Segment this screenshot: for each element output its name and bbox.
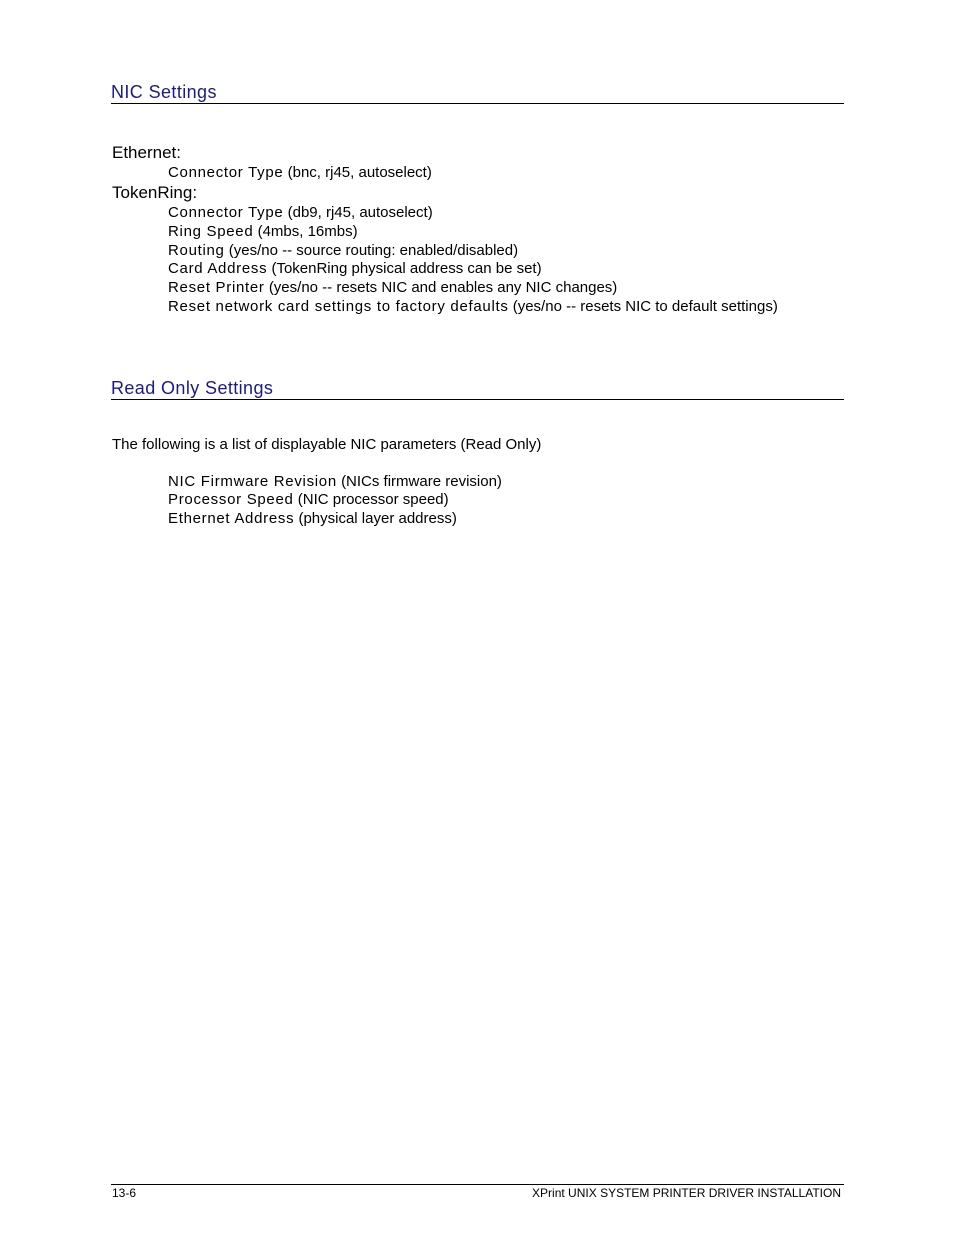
item-description: (yes/no -- resets NIC to default settings) xyxy=(512,298,778,315)
read-only-settings-heading: Read Only Settings xyxy=(111,378,844,400)
read-only-item xyxy=(168,473,502,491)
item-term: Card Address xyxy=(168,260,268,277)
item-description: (4mbs, 16mbs) xyxy=(257,223,358,240)
item-term: Ethernet Address xyxy=(168,510,295,527)
tokenring-item xyxy=(168,223,358,241)
tokenring-label: TokenRing: xyxy=(112,183,198,202)
footer-title: XPrint UNIX SYSTEM PRINTER DRIVER INSTALLATION xyxy=(532,1186,841,1200)
item-description: (TokenRing physical address can be set) xyxy=(271,260,542,277)
ethernet-label: Ethernet: xyxy=(112,143,181,162)
item-description: (NIC processor speed) xyxy=(297,491,449,508)
tokenring-item xyxy=(168,279,617,297)
item-term: Reset network card settings to factory defaults xyxy=(168,298,509,315)
item-term: Reset Printer xyxy=(168,279,265,296)
tokenring-item xyxy=(168,298,778,316)
item-description: (yes/no -- source routing: enabled/disabled) xyxy=(228,242,519,259)
tokenring-item xyxy=(168,242,518,260)
footer-page-number: 13-6 xyxy=(112,1186,137,1200)
read-only-item xyxy=(168,510,457,528)
tokenring-item xyxy=(168,204,433,222)
footer-divider xyxy=(111,1184,844,1185)
item-description: (bnc, rj45, autoselect) xyxy=(287,164,432,181)
read-only-item xyxy=(168,491,449,509)
tokenring-item xyxy=(168,260,542,278)
item-description: (db9, rj45, autoselect) xyxy=(287,204,433,221)
ethernet-item xyxy=(168,164,432,182)
item-term: Ring Speed xyxy=(168,223,254,240)
item-term: Connector Type xyxy=(168,164,284,181)
item-description: (physical layer address) xyxy=(298,510,457,527)
item-description: (yes/no -- resets NIC and enables any NIC changes) xyxy=(268,279,618,296)
item-term: Routing xyxy=(168,242,225,259)
nic-settings-heading: NIC Settings xyxy=(111,82,844,104)
item-term: Processor Speed xyxy=(168,491,294,508)
read-only-intro: The following is a list of displayable NIC parameters (Read Only) xyxy=(112,436,542,453)
item-description: (NICs firmware revision) xyxy=(341,473,502,490)
item-term: Connector Type xyxy=(168,204,284,221)
item-term: NIC Firmware Revision xyxy=(168,473,337,490)
